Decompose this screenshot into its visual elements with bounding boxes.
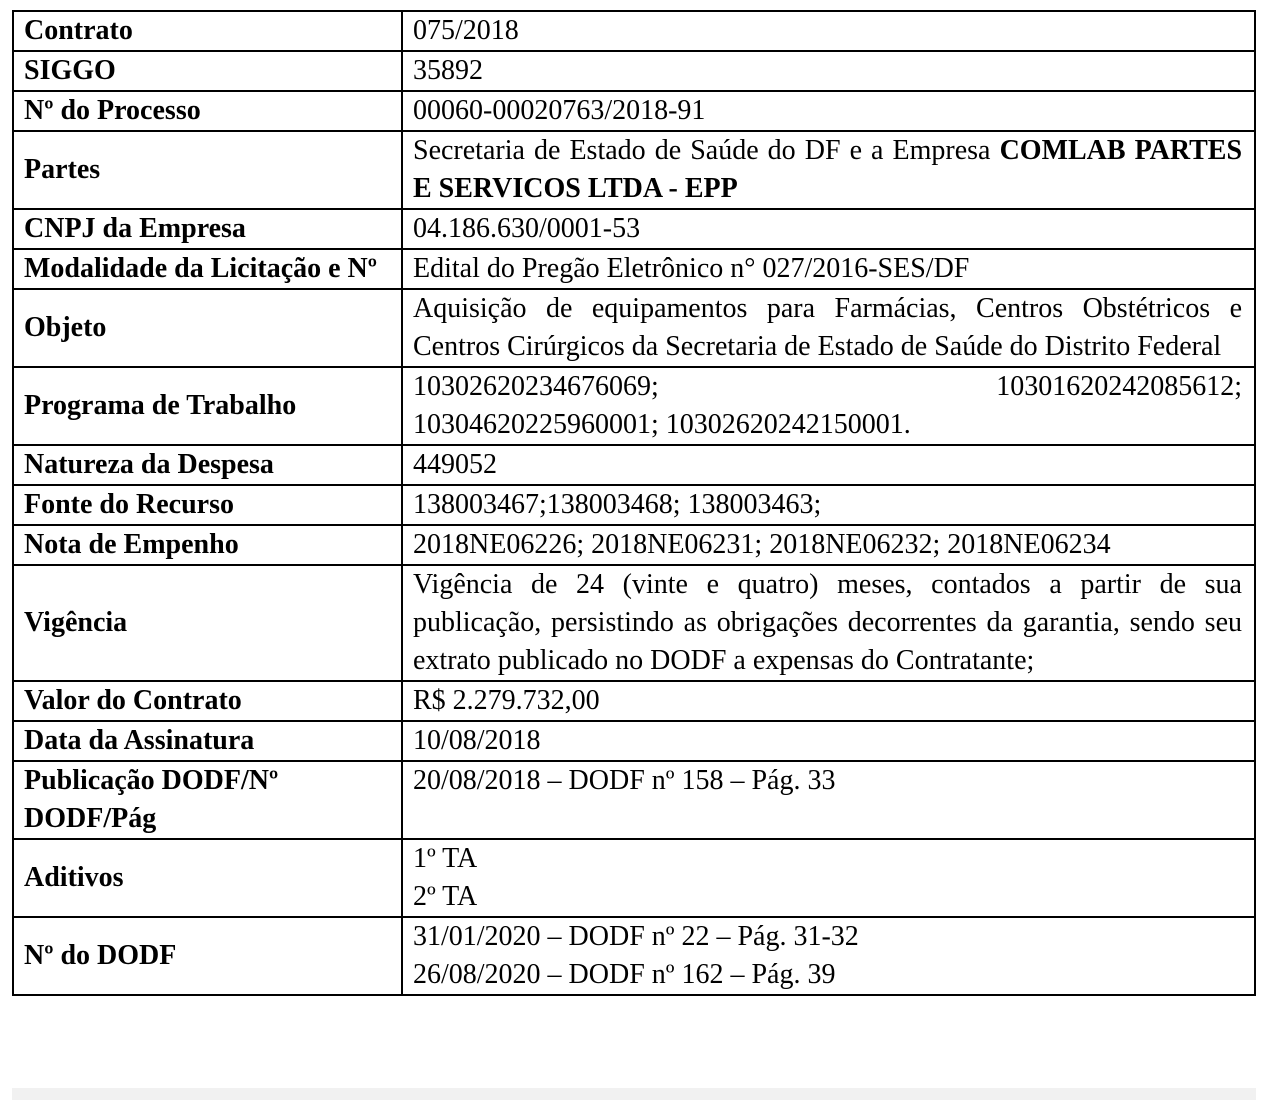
modalidade-value: Edital do Pregão Eletrônico n° 027/2016-SES/DF (402, 249, 1255, 289)
objeto-value: Aquisição de equipamentos para Farmácias, Centros Obstétricos e Centros Cirúrgicos da Secretaria de Estado de Saúde do Distrito Federal (402, 289, 1255, 367)
table-row (13, 249, 1255, 289)
natureza-value: 449052 (402, 445, 1255, 485)
table-row (13, 681, 1255, 721)
table-row (13, 289, 1255, 367)
table-row (13, 367, 1255, 445)
table-row (13, 839, 1255, 917)
siggo-label: SIGGO (13, 51, 402, 91)
vigencia-label: Vigência (13, 565, 402, 681)
aditivo-1: 1º TA (413, 843, 478, 874)
partes-value-text: Secretaria de Estado de Saúde do DF e a Empresa (413, 135, 991, 166)
table-row (13, 761, 1255, 839)
aditivos-label: Aditivos (13, 839, 402, 917)
cnpj-label: CNPJ da Empresa (13, 209, 402, 249)
programa-value (402, 367, 1255, 445)
contrato-value: 075/2018 (402, 11, 1255, 51)
valor-value: R$ 2.279.732,00 (402, 681, 1255, 721)
programa-code-2: 10301620242085612; (996, 371, 1242, 402)
table-row (13, 565, 1255, 681)
empenho-label: Nota de Empenho (13, 525, 402, 565)
contract-summary-sheet (12, 10, 1256, 996)
table-row (13, 721, 1255, 761)
table-row (13, 91, 1255, 131)
contract-table (12, 10, 1256, 996)
table-row (13, 51, 1255, 91)
processo-value: 00060-00020763/2018-91 (402, 91, 1255, 131)
contrato-label: Contrato (13, 11, 402, 51)
objeto-label: Objeto (13, 289, 402, 367)
page-bottom-strip (12, 1088, 1256, 1100)
processo-label: Nº do Processo (13, 91, 402, 131)
publicacao-value: 20/08/2018 – DODF nº 158 – Pág. 33 (402, 761, 1255, 839)
partes-company-name: COMLAB PARTES E SERVICOS LTDA - EPP (413, 135, 1243, 204)
table-row (13, 131, 1255, 209)
table-row (13, 525, 1255, 565)
programa-label: Programa de Trabalho (13, 367, 402, 445)
siggo-value: 35892 (402, 51, 1255, 91)
partes-value (402, 131, 1255, 209)
dodf-value (402, 917, 1255, 995)
programa-line-1 (413, 368, 1242, 406)
table-row (13, 485, 1255, 525)
modalidade-label: Modalidade da Licitação e Nº (13, 249, 402, 289)
vigencia-value: Vigência de 24 (vinte e quatro) meses, contados a partir de sua publicação, persistindo as obrigações decorrentes da garantia, sendo seu extrato publicado no DODF a expensas do Contratante; (402, 565, 1255, 681)
cnpj-value: 04.186.630/0001-53 (402, 209, 1255, 249)
programa-line-2: 10304620225960001; 10302620242150001. (413, 409, 911, 440)
empenho-value: 2018NE06226; 2018NE06231; 2018NE06232; 2018NE06234 (402, 525, 1255, 565)
publicacao-label: Publicação DODF/Nº DODF/Pág (13, 761, 402, 839)
aditivo-2: 2º TA (413, 881, 478, 912)
dodf-entry-2: 26/08/2020 – DODF nº 162 – Pág. 39 (413, 959, 836, 990)
valor-label: Valor do Contrato (13, 681, 402, 721)
dodf-label: Nº do DODF (13, 917, 402, 995)
dodf-entry-1: 31/01/2020 – DODF nº 22 – Pág. 31-32 (413, 921, 859, 952)
fonte-label: Fonte do Recurso (13, 485, 402, 525)
table-row (13, 445, 1255, 485)
table-row (13, 11, 1255, 51)
aditivos-value (402, 839, 1255, 917)
table-row (13, 209, 1255, 249)
fonte-value: 138003467;138003468; 138003463; (402, 485, 1255, 525)
partes-label: Partes (13, 131, 402, 209)
programa-code-1: 10302620234676069; (413, 371, 659, 402)
assinatura-label: Data da Assinatura (13, 721, 402, 761)
assinatura-value: 10/08/2018 (402, 721, 1255, 761)
natureza-label: Natureza da Despesa (13, 445, 402, 485)
table-row (13, 917, 1255, 995)
